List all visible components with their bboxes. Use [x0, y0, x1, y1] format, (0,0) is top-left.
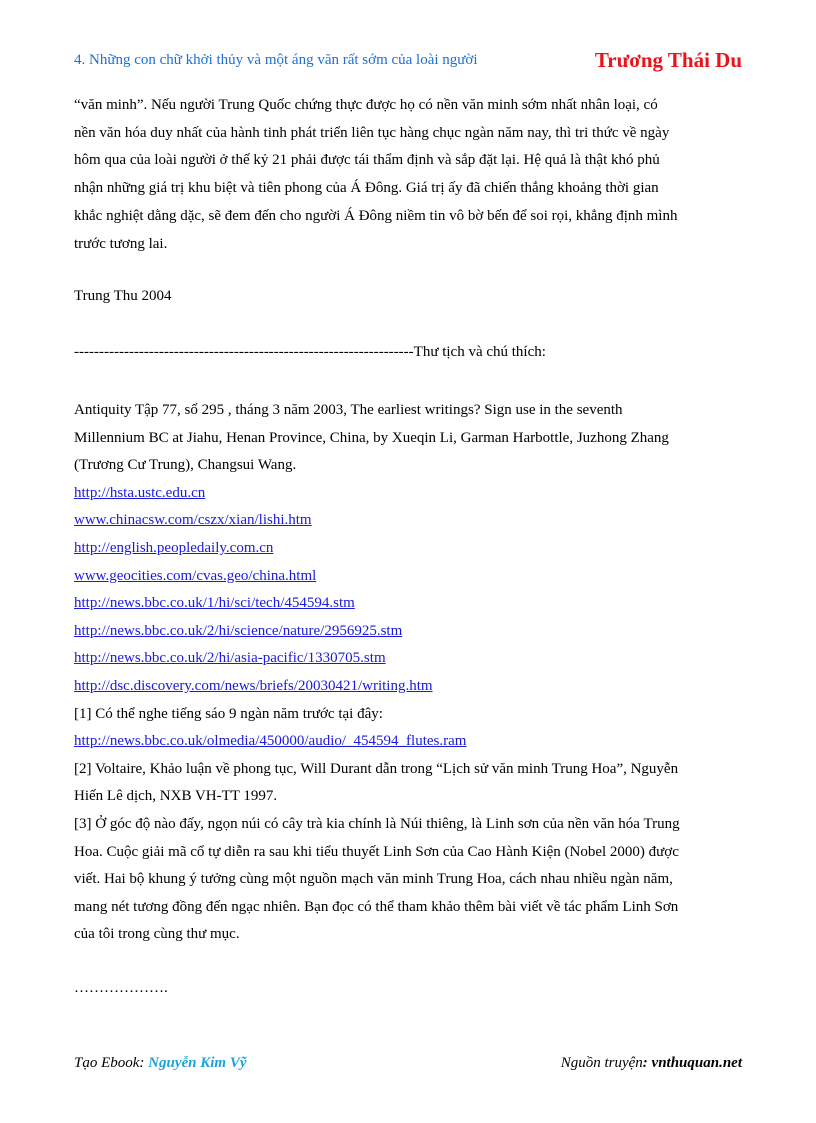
footnote-1: [1] Có thể nghe tiếng sáo 9 ngàn năm trước tại đây: — [74, 705, 383, 722]
footnote-2: [2] Voltaire, Khảo luận về phong tục, Will Durant dẫn trong “Lịch sử văn minh Trung Hoa”, Nguyễn — [74, 760, 679, 777]
references-section — [74, 397, 744, 949]
reference-link[interactable]: http://dsc.discovery.com/news/briefs/20030421/writing.htm — [74, 677, 433, 694]
footnote-3: của tôi trong cùng thư mục. — [74, 926, 240, 943]
paragraph-line: hôm qua của loài người ở thế kỷ 21 phải được tái thẩm định và sắp đặt lại. Hệ quả là thật khó phủ — [74, 152, 660, 169]
page-header — [74, 48, 744, 78]
reference-link[interactable]: www.geocities.com/cvas.geo/china.html — [74, 567, 317, 584]
source-label: Nguồn truyện — [560, 1055, 643, 1071]
reference-link[interactable]: http://hsta.ustc.edu.cn — [74, 484, 206, 501]
author-name: Trương Thái Du — [594, 48, 742, 72]
reference-link[interactable]: http://english.peopledaily.com.cn — [74, 539, 274, 556]
footnote-2: Hiến Lê dịch, NXB VH-TT 1997. — [74, 788, 278, 805]
references-divider: --------------------------------------------------------------------Thư tịch và chú thích: — [74, 344, 546, 360]
reference-link[interactable]: http://news.bbc.co.uk/1/hi/sci/tech/454594.stm — [74, 595, 355, 612]
paragraph-line: nhận những giá trị khu biệt và tiên phong của Á Đông. Giá trị ấy đã chiến thắng khoảng thời gian — [74, 180, 659, 197]
footnote-3: mang nét tương đồng đến ngạc nhiên. Bạn đọc có thể tham khảo thêm bài viết về tác phẩm Linh Sơn — [74, 898, 679, 915]
chapter-title: 4. Những con chữ khởi thủy và một áng văn rất sớm của loài người — [74, 52, 478, 68]
ellipsis-divider: ………………. — [74, 980, 168, 996]
main-paragraph — [74, 92, 744, 258]
date-line: Trung Thu 2004 — [74, 288, 172, 304]
footnote-3: Hoa. Cuộc giải mã cổ tự diễn ra sau khi tiểu thuyết Linh Sơn của Cao Hành Kiện (Nobel 2000) được — [74, 843, 679, 860]
ebook-creator: Nguyễn Kim Vỹ — [148, 1055, 247, 1071]
reference-text: Millennium BC at Jiahu, Henan Province, China, by Xueqin Li, Garman Harbottle, Juzhong Zhang — [74, 429, 669, 446]
footnote-3: viết. Hai bộ khung ý tưởng cùng một nguồn mạch văn minh Trung Hoa, cách nhau nhiều ngàn năm, — [74, 871, 673, 888]
reference-link[interactable]: www.chinacsw.com/cszx/xian/lishi.htm — [74, 512, 312, 529]
paragraph-line: “văn minh”. Nếu người Trung Quốc chứng thực được họ có nền văn minh sớm nhất nhân loại, có — [74, 97, 658, 113]
reference-link[interactable]: http://news.bbc.co.uk/2/hi/asia-pacific/1330705.stm — [74, 650, 386, 667]
paragraph-line: khắc nghiệt dằng dặc, sẽ đem đến cho người Á Đông niềm tin vô bờ bến để soi rọi, khẳng định mình — [74, 207, 678, 224]
ebook-credit: Tạo Ebook: Nguyễn Kim Vỹ — [74, 1055, 247, 1071]
footnote-3: [3] Ở góc độ nào đấy, ngọn núi có cây trà kia chính là Núi thiêng, là Linh sơn của nền văn hóa Trung — [74, 815, 680, 832]
reference-link[interactable]: http://news.bbc.co.uk/2/hi/science/nature/2956925.stm — [74, 622, 403, 639]
footnote-1-link[interactable]: http://news.bbc.co.uk/olmedia/450000/audio/_454594_flutes.ram — [74, 733, 467, 750]
ebook-label: Tạo Ebook — [74, 1055, 140, 1071]
source-credit: Nguồn truyện: vnthuquan.net — [560, 1055, 742, 1071]
page-footer — [74, 1055, 742, 1077]
paragraph-line: trước tương lai. — [74, 235, 168, 252]
reference-text: Antiquity Tập 77, số 295 , tháng 3 năm 2003, The earliest writings? Sign use in the seventh — [74, 402, 623, 418]
source-site: vnthuquan.net — [651, 1055, 742, 1071]
reference-text: (Trương Cư Trung), Changsui Wang. — [74, 457, 297, 474]
paragraph-line: nền văn hóa duy nhất của hành tinh phát triển liên tục hàng chục ngàn năm nay, thì tri thức về ngày — [74, 124, 670, 141]
